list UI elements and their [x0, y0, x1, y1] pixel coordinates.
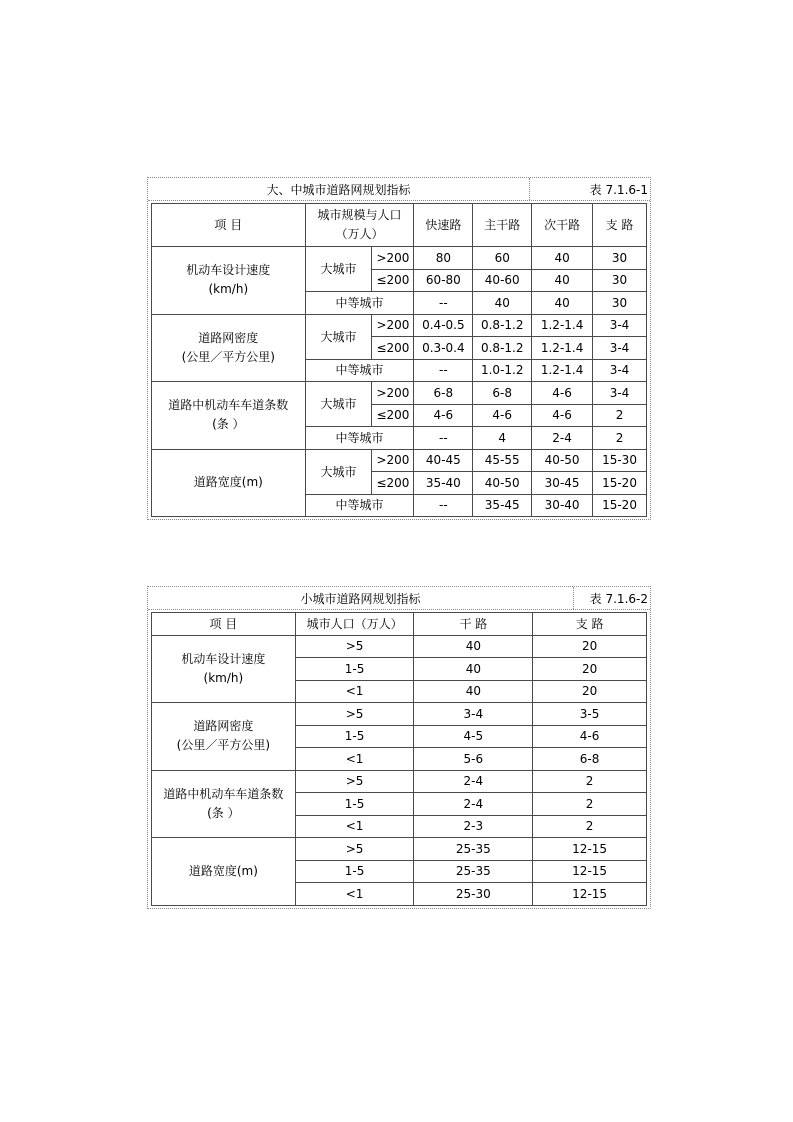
big-city-label: 大城市 — [305, 247, 372, 292]
population-cell: ≤200 — [372, 269, 414, 292]
population-cell: 1-5 — [295, 725, 414, 748]
secondary-cell: 1.2-1.4 — [532, 337, 593, 360]
big-city-label: 大城市 — [305, 314, 372, 359]
branch-cell: 3-4 — [593, 314, 647, 337]
secondary-cell: 4-6 — [532, 404, 593, 427]
item-unit: (条 ） — [212, 417, 245, 432]
secondary-cell: 1.2-1.4 — [532, 359, 593, 382]
table2 — [151, 612, 647, 906]
branch-cell: 20 — [533, 635, 647, 658]
population-cell: <1 — [295, 748, 414, 771]
main-road-cell: 25-30 — [414, 883, 533, 906]
item-name: 道路中机动车车道条数 — [168, 398, 289, 413]
item-name-cell — [152, 703, 296, 771]
table-row — [152, 838, 647, 861]
population-cell: <1 — [295, 883, 414, 906]
secondary-cell: 40 — [532, 269, 593, 292]
expressway-cell: 80 — [414, 247, 473, 270]
main-road-cell: 2-4 — [414, 770, 533, 793]
arterial-cell: 4 — [473, 427, 532, 450]
branch-cell: 20 — [533, 680, 647, 703]
big-city-label: 大城市 — [305, 449, 372, 494]
expressway-cell: 4-6 — [414, 404, 473, 427]
expressway-cell: 0.4-0.5 — [414, 314, 473, 337]
population-cell: >5 — [295, 635, 414, 658]
population-cell: 1-5 — [295, 658, 414, 681]
item-name-cell — [152, 770, 296, 838]
branch-cell: 30 — [593, 269, 647, 292]
population-cell: <1 — [295, 680, 414, 703]
table-row — [152, 314, 647, 337]
table1-caption: 大、中城市道路网规划指标 — [148, 178, 530, 200]
table2-caption-row — [148, 587, 650, 610]
branch-cell: 3-4 — [593, 382, 647, 405]
branch-cell: 20 — [533, 658, 647, 681]
header-arterial: 主干路 — [473, 204, 532, 247]
table-row — [152, 635, 647, 658]
header-branch: 支 路 — [533, 613, 647, 636]
table1 — [151, 203, 647, 517]
population-cell: ≤200 — [372, 404, 414, 427]
medium-city-label: 中等城市 — [305, 359, 414, 382]
header-expressway: 快速路 — [414, 204, 473, 247]
table-row — [152, 449, 647, 472]
item-name-cell — [152, 838, 296, 906]
item-name: 机动车设计速度 — [186, 263, 271, 278]
expressway-cell: -- — [414, 494, 473, 517]
expressway-cell: 6-8 — [414, 382, 473, 405]
header-main-road: 干 路 — [414, 613, 533, 636]
item-name: 道路网密度 — [198, 330, 259, 345]
table1-body — [152, 247, 647, 517]
population-cell: >5 — [295, 703, 414, 726]
arterial-cell: 40-50 — [473, 472, 532, 495]
table1-caption-row — [148, 178, 650, 201]
item-name: 道路宽度(m) — [193, 475, 263, 490]
table-row — [152, 382, 647, 405]
table2-header-row — [152, 613, 647, 636]
secondary-cell: 30-40 — [532, 494, 593, 517]
arterial-cell: 1.0-1.2 — [473, 359, 532, 382]
expressway-cell: 40-45 — [414, 449, 473, 472]
secondary-cell: 4-6 — [532, 382, 593, 405]
arterial-cell: 0.8-1.2 — [473, 337, 532, 360]
item-name: 道路网密度 — [193, 719, 254, 734]
medium-city-label: 中等城市 — [305, 494, 414, 517]
item-name-cell — [152, 635, 296, 703]
main-road-cell: 40 — [414, 680, 533, 703]
table-row — [152, 770, 647, 793]
branch-cell: 2 — [533, 815, 647, 838]
population-cell: 1-5 — [295, 860, 414, 883]
table2-body — [152, 635, 647, 905]
population-cell: >5 — [295, 770, 414, 793]
branch-cell: 3-4 — [593, 337, 647, 360]
branch-cell: 2 — [533, 793, 647, 816]
arterial-cell: 35-45 — [473, 494, 532, 517]
branch-cell: 15-30 — [593, 449, 647, 472]
table1-header-row — [152, 204, 647, 247]
population-cell: <1 — [295, 815, 414, 838]
item-name-cell — [152, 314, 306, 382]
header-secondary: 次干路 — [532, 204, 593, 247]
item-name: 机动车设计速度 — [181, 651, 266, 666]
table2-caption: 小城市道路网规划指标 — [148, 587, 574, 609]
branch-cell: 12-15 — [533, 860, 647, 883]
big-city-label: 大城市 — [305, 382, 372, 427]
item-unit: (公里／平方公里) — [181, 349, 275, 364]
branch-cell: 2 — [533, 770, 647, 793]
table-row — [152, 703, 647, 726]
branch-cell: 3-4 — [593, 359, 647, 382]
expressway-cell: -- — [414, 427, 473, 450]
table1-number: 表 7.1.6-1 — [589, 182, 648, 197]
arterial-cell: 40-60 — [473, 269, 532, 292]
item-name: 道路中机动车车道条数 — [163, 786, 284, 801]
main-road-cell: 25-35 — [414, 860, 533, 883]
branch-cell: 3-5 — [533, 703, 647, 726]
secondary-cell: 40-50 — [532, 449, 593, 472]
secondary-cell: 40 — [532, 292, 593, 315]
secondary-cell: 2-4 — [532, 427, 593, 450]
secondary-cell: 40 — [532, 247, 593, 270]
population-cell: >200 — [372, 247, 414, 270]
large-medium-city-table-block — [147, 177, 651, 520]
item-unit: (km/h) — [203, 670, 244, 685]
main-road-cell: 2-4 — [414, 793, 533, 816]
population-cell: 1-5 — [295, 793, 414, 816]
expressway-cell: 35-40 — [414, 472, 473, 495]
item-unit: (km/h) — [208, 282, 249, 297]
main-road-cell: 40 — [414, 658, 533, 681]
population-cell: ≤200 — [372, 472, 414, 495]
branch-cell: 6-8 — [533, 748, 647, 771]
header-population: 城市人口（万人） — [295, 613, 414, 636]
item-name-cell — [152, 449, 306, 517]
arterial-cell: 60 — [473, 247, 532, 270]
population-cell: >200 — [372, 449, 414, 472]
secondary-cell: 30-45 — [532, 472, 593, 495]
arterial-cell: 40 — [473, 292, 532, 315]
main-road-cell: 40 — [414, 635, 533, 658]
branch-cell: 15-20 — [593, 472, 647, 495]
branch-cell: 15-20 — [593, 494, 647, 517]
item-name: 道路宽度(m) — [188, 863, 258, 878]
branch-cell: 2 — [593, 404, 647, 427]
item-unit: (公里／平方公里) — [176, 738, 271, 753]
branch-cell: 30 — [593, 247, 647, 270]
table2-number: 表 7.1.6-2 — [589, 591, 648, 606]
expressway-cell: 60-80 — [414, 269, 473, 292]
population-cell: >200 — [372, 382, 414, 405]
medium-city-label: 中等城市 — [305, 427, 414, 450]
medium-city-label: 中等城市 — [305, 292, 414, 315]
population-cell: >200 — [372, 314, 414, 337]
branch-cell: 4-6 — [533, 725, 647, 748]
expressway-cell: -- — [414, 292, 473, 315]
branch-cell: 2 — [593, 427, 647, 450]
header-branch: 支 路 — [593, 204, 647, 247]
expressway-cell: -- — [414, 359, 473, 382]
main-road-cell: 2-3 — [414, 815, 533, 838]
header-item: 项 目 — [152, 613, 296, 636]
branch-cell: 12-15 — [533, 838, 647, 861]
header-city-scale: 城市规模与人口 （万人） — [305, 204, 414, 247]
branch-cell: 12-15 — [533, 883, 647, 906]
population-cell: >5 — [295, 838, 414, 861]
main-road-cell: 4-5 — [414, 725, 533, 748]
item-name-cell — [152, 247, 306, 315]
arterial-cell: 45-55 — [473, 449, 532, 472]
arterial-cell: 0.8-1.2 — [473, 314, 532, 337]
population-cell: ≤200 — [372, 337, 414, 360]
main-road-cell: 25-35 — [414, 838, 533, 861]
main-road-cell: 3-4 — [414, 703, 533, 726]
item-unit: (条 ） — [207, 805, 240, 820]
arterial-cell: 6-8 — [473, 382, 532, 405]
arterial-cell: 4-6 — [473, 404, 532, 427]
header-item: 项 目 — [152, 204, 306, 247]
table-row — [152, 247, 647, 270]
item-name-cell — [152, 382, 306, 450]
branch-cell: 30 — [593, 292, 647, 315]
expressway-cell: 0.3-0.4 — [414, 337, 473, 360]
secondary-cell: 1.2-1.4 — [532, 314, 593, 337]
main-road-cell: 5-6 — [414, 748, 533, 771]
small-city-table-block — [147, 586, 651, 909]
